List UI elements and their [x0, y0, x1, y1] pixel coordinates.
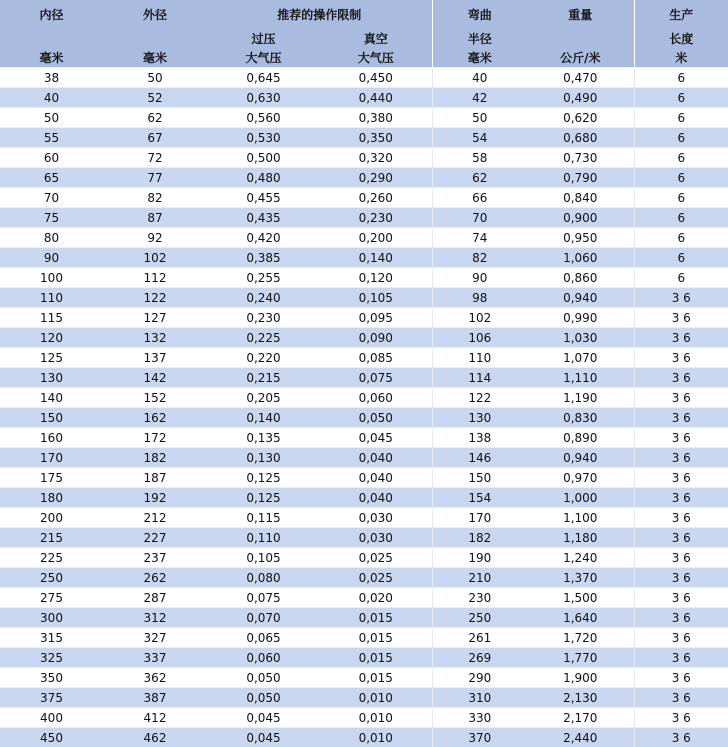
bend-radius-cell: 330	[432, 708, 527, 728]
bend-radius-cell: 66	[432, 188, 527, 208]
bend-radius-cell: 70	[432, 208, 527, 228]
vacuum-cell: 0,020	[320, 588, 432, 608]
bend-radius-cell: 82	[432, 248, 527, 268]
weight-cell: 0,990	[527, 308, 634, 328]
weight-cell: 2,170	[527, 708, 634, 728]
production-length-cell: 3 6	[634, 688, 728, 708]
production-length-cell: 3 6	[634, 368, 728, 388]
overpressure-cell: 0,125	[207, 468, 320, 488]
bend-radius-cell: 110	[432, 348, 527, 368]
table-row	[0, 268, 728, 288]
production-length-cell: 3 6	[634, 708, 728, 728]
outer-diameter-cell: 262	[103, 568, 207, 588]
outer-diameter-cell: 102	[103, 248, 207, 268]
production-length-cell: 3 6	[634, 568, 728, 588]
vacuum-cell: 0,120	[320, 268, 432, 288]
production-length-cell: 3 6	[634, 448, 728, 468]
bend-radius-cell: 40	[432, 68, 527, 88]
vacuum-cell: 0,095	[320, 308, 432, 328]
weight-cell: 0,950	[527, 228, 634, 248]
weight-cell: 0,620	[527, 108, 634, 128]
overpressure-cell: 0,045	[207, 708, 320, 728]
production-length-cell: 6	[634, 248, 728, 268]
weight-cell: 0,840	[527, 188, 634, 208]
vacuum-cell: 0,230	[320, 208, 432, 228]
bend-radius-cell: 58	[432, 148, 527, 168]
inner-diameter-cell: 120	[0, 328, 103, 348]
unit-inner-diameter: 毫米	[0, 48, 103, 68]
production-length-cell: 6	[634, 128, 728, 148]
production-length-cell: 3 6	[634, 388, 728, 408]
vacuum-cell: 0,025	[320, 548, 432, 568]
header-overpressure: 过压	[207, 29, 320, 48]
bend-radius-cell: 102	[432, 308, 527, 328]
overpressure-cell: 0,130	[207, 448, 320, 468]
inner-diameter-cell: 175	[0, 468, 103, 488]
production-length-cell: 3 6	[634, 328, 728, 348]
inner-diameter-cell: 130	[0, 368, 103, 388]
table-row	[0, 388, 728, 408]
production-length-cell: 6	[634, 68, 728, 88]
vacuum-cell: 0,200	[320, 228, 432, 248]
inner-diameter-cell: 275	[0, 588, 103, 608]
table-row	[0, 308, 728, 328]
outer-diameter-cell: 237	[103, 548, 207, 568]
bend-radius-cell: 62	[432, 168, 527, 188]
overpressure-cell: 0,225	[207, 328, 320, 348]
table-row	[0, 608, 728, 628]
vacuum-cell: 0,105	[320, 288, 432, 308]
production-length-cell: 3 6	[634, 588, 728, 608]
inner-diameter-cell: 225	[0, 548, 103, 568]
bend-radius-cell: 98	[432, 288, 527, 308]
inner-diameter-cell: 180	[0, 488, 103, 508]
table-row	[0, 688, 728, 708]
header-blank	[527, 29, 634, 48]
bend-radius-cell: 190	[432, 548, 527, 568]
inner-diameter-cell: 350	[0, 668, 103, 688]
inner-diameter-cell: 110	[0, 288, 103, 308]
vacuum-cell: 0,015	[320, 648, 432, 668]
weight-cell: 1,060	[527, 248, 634, 268]
production-length-cell: 3 6	[634, 508, 728, 528]
production-length-cell: 6	[634, 108, 728, 128]
overpressure-cell: 0,255	[207, 268, 320, 288]
inner-diameter-cell: 450	[0, 728, 103, 747]
production-length-cell: 3 6	[634, 628, 728, 648]
overpressure-cell: 0,560	[207, 108, 320, 128]
overpressure-cell: 0,050	[207, 668, 320, 688]
table-row	[0, 708, 728, 728]
weight-cell: 1,900	[527, 668, 634, 688]
overpressure-cell: 0,060	[207, 648, 320, 668]
weight-cell: 1,240	[527, 548, 634, 568]
overpressure-cell: 0,080	[207, 568, 320, 588]
table-row	[0, 428, 728, 448]
production-length-cell: 3 6	[634, 428, 728, 448]
bend-radius-cell: 269	[432, 648, 527, 668]
weight-cell: 1,370	[527, 568, 634, 588]
inner-diameter-cell: 60	[0, 148, 103, 168]
vacuum-cell: 0,030	[320, 508, 432, 528]
outer-diameter-cell: 327	[103, 628, 207, 648]
unit-bend-radius: 毫米	[432, 48, 527, 68]
outer-diameter-cell: 52	[103, 88, 207, 108]
bend-radius-cell: 50	[432, 108, 527, 128]
table-row	[0, 68, 728, 88]
overpressure-cell: 0,050	[207, 688, 320, 708]
outer-diameter-cell: 337	[103, 648, 207, 668]
overpressure-cell: 0,420	[207, 228, 320, 248]
inner-diameter-cell: 65	[0, 168, 103, 188]
vacuum-cell: 0,090	[320, 328, 432, 348]
bend-radius-cell: 130	[432, 408, 527, 428]
vacuum-cell: 0,290	[320, 168, 432, 188]
production-length-cell: 3 6	[634, 528, 728, 548]
outer-diameter-cell: 137	[103, 348, 207, 368]
outer-diameter-cell: 362	[103, 668, 207, 688]
weight-cell: 1,110	[527, 368, 634, 388]
vacuum-cell: 0,260	[320, 188, 432, 208]
inner-diameter-cell: 170	[0, 448, 103, 468]
vacuum-cell: 0,140	[320, 248, 432, 268]
bend-radius-cell: 42	[432, 88, 527, 108]
table-row	[0, 168, 728, 188]
vacuum-cell: 0,040	[320, 448, 432, 468]
overpressure-cell: 0,630	[207, 88, 320, 108]
table-row	[0, 648, 728, 668]
table-row	[0, 228, 728, 248]
weight-cell: 1,720	[527, 628, 634, 648]
bend-radius-cell: 230	[432, 588, 527, 608]
inner-diameter-cell: 115	[0, 308, 103, 328]
bend-radius-cell: 154	[432, 488, 527, 508]
weight-cell: 1,100	[527, 508, 634, 528]
inner-diameter-cell: 100	[0, 268, 103, 288]
outer-diameter-cell: 387	[103, 688, 207, 708]
header-length: 长度	[634, 29, 728, 48]
table-row	[0, 548, 728, 568]
bend-radius-cell: 146	[432, 448, 527, 468]
outer-diameter-cell: 172	[103, 428, 207, 448]
overpressure-cell: 0,645	[207, 68, 320, 88]
inner-diameter-cell: 90	[0, 248, 103, 268]
overpressure-cell: 0,480	[207, 168, 320, 188]
header-radius: 半径	[432, 29, 527, 48]
inner-diameter-cell: 55	[0, 128, 103, 148]
bend-radius-cell: 122	[432, 388, 527, 408]
outer-diameter-cell: 122	[103, 288, 207, 308]
outer-diameter-cell: 162	[103, 408, 207, 428]
weight-cell: 1,190	[527, 388, 634, 408]
outer-diameter-cell: 192	[103, 488, 207, 508]
vacuum-cell: 0,085	[320, 348, 432, 368]
table-row	[0, 128, 728, 148]
weight-cell: 2,440	[527, 728, 634, 747]
weight-cell: 1,500	[527, 588, 634, 608]
inner-diameter-cell: 315	[0, 628, 103, 648]
vacuum-cell: 0,060	[320, 388, 432, 408]
outer-diameter-cell: 187	[103, 468, 207, 488]
bend-radius-cell: 74	[432, 228, 527, 248]
outer-diameter-cell: 82	[103, 188, 207, 208]
table-row	[0, 348, 728, 368]
outer-diameter-cell: 50	[103, 68, 207, 88]
inner-diameter-cell: 300	[0, 608, 103, 628]
table-row	[0, 408, 728, 428]
table-row	[0, 468, 728, 488]
weight-cell: 0,890	[527, 428, 634, 448]
table-row	[0, 208, 728, 228]
weight-cell: 0,470	[527, 68, 634, 88]
bend-radius-cell: 182	[432, 528, 527, 548]
weight-cell: 0,790	[527, 168, 634, 188]
vacuum-cell: 0,440	[320, 88, 432, 108]
outer-diameter-cell: 72	[103, 148, 207, 168]
unit-length: 米	[634, 48, 728, 68]
weight-cell: 0,830	[527, 408, 634, 428]
overpressure-cell: 0,135	[207, 428, 320, 448]
table-row	[0, 88, 728, 108]
header-blank	[0, 29, 103, 48]
outer-diameter-cell: 462	[103, 728, 207, 747]
outer-diameter-cell: 67	[103, 128, 207, 148]
weight-cell: 1,180	[527, 528, 634, 548]
inner-diameter-cell: 400	[0, 708, 103, 728]
production-length-cell: 3 6	[634, 348, 728, 368]
inner-diameter-cell: 50	[0, 108, 103, 128]
outer-diameter-cell: 142	[103, 368, 207, 388]
header-vacuum: 真空	[320, 29, 432, 48]
inner-diameter-cell: 375	[0, 688, 103, 708]
overpressure-cell: 0,105	[207, 548, 320, 568]
overpressure-cell: 0,075	[207, 588, 320, 608]
weight-cell: 2,130	[527, 688, 634, 708]
vacuum-cell: 0,015	[320, 668, 432, 688]
outer-diameter-cell: 62	[103, 108, 207, 128]
overpressure-cell: 0,455	[207, 188, 320, 208]
outer-diameter-cell: 212	[103, 508, 207, 528]
outer-diameter-cell: 127	[103, 308, 207, 328]
bend-radius-cell: 210	[432, 568, 527, 588]
weight-cell: 0,860	[527, 268, 634, 288]
bend-radius-cell: 54	[432, 128, 527, 148]
bend-radius-cell: 170	[432, 508, 527, 528]
table-row	[0, 508, 728, 528]
header-bend: 弯曲	[432, 0, 527, 29]
table-body	[0, 68, 728, 747]
weight-cell: 0,730	[527, 148, 634, 168]
inner-diameter-cell: 325	[0, 648, 103, 668]
header-recommended-limits: 推荐的操作限制	[207, 0, 432, 29]
overpressure-cell: 0,140	[207, 408, 320, 428]
vacuum-cell: 0,015	[320, 628, 432, 648]
bend-radius-cell: 150	[432, 468, 527, 488]
production-length-cell: 6	[634, 168, 728, 188]
table-row	[0, 668, 728, 688]
inner-diameter-cell: 215	[0, 528, 103, 548]
weight-cell: 0,680	[527, 128, 634, 148]
weight-cell: 0,940	[527, 448, 634, 468]
table-row	[0, 288, 728, 308]
vacuum-cell: 0,010	[320, 728, 432, 747]
table-row	[0, 328, 728, 348]
header-inner-diameter: 内径	[0, 0, 103, 29]
outer-diameter-cell: 77	[103, 168, 207, 188]
production-length-cell: 6	[634, 88, 728, 108]
overpressure-cell: 0,500	[207, 148, 320, 168]
header-outer-diameter: 外径	[103, 0, 207, 29]
inner-diameter-cell: 140	[0, 388, 103, 408]
outer-diameter-cell: 152	[103, 388, 207, 408]
production-length-cell: 6	[634, 188, 728, 208]
vacuum-cell: 0,040	[320, 488, 432, 508]
weight-cell: 1,770	[527, 648, 634, 668]
overpressure-cell: 0,435	[207, 208, 320, 228]
bend-radius-cell: 114	[432, 368, 527, 388]
bend-radius-cell: 106	[432, 328, 527, 348]
bend-radius-cell: 261	[432, 628, 527, 648]
production-length-cell: 3 6	[634, 468, 728, 488]
overpressure-cell: 0,215	[207, 368, 320, 388]
weight-cell: 0,940	[527, 288, 634, 308]
production-length-cell: 3 6	[634, 648, 728, 668]
unit-weight: 公斤/米	[527, 48, 634, 68]
table-row	[0, 588, 728, 608]
inner-diameter-cell: 70	[0, 188, 103, 208]
vacuum-cell: 0,010	[320, 708, 432, 728]
unit-outer-diameter: 毫米	[103, 48, 207, 68]
vacuum-cell: 0,380	[320, 108, 432, 128]
overpressure-cell: 0,220	[207, 348, 320, 368]
overpressure-cell: 0,110	[207, 528, 320, 548]
production-length-cell: 6	[634, 208, 728, 228]
overpressure-cell: 0,070	[207, 608, 320, 628]
overpressure-cell: 0,240	[207, 288, 320, 308]
header-blank	[103, 29, 207, 48]
outer-diameter-cell: 227	[103, 528, 207, 548]
header-weight: 重量	[527, 0, 634, 29]
table-row	[0, 248, 728, 268]
outer-diameter-cell: 412	[103, 708, 207, 728]
inner-diameter-cell: 200	[0, 508, 103, 528]
vacuum-cell: 0,450	[320, 68, 432, 88]
production-length-cell: 6	[634, 228, 728, 248]
outer-diameter-cell: 112	[103, 268, 207, 288]
table-row	[0, 728, 728, 747]
bend-radius-cell: 310	[432, 688, 527, 708]
overpressure-cell: 0,385	[207, 248, 320, 268]
vacuum-cell: 0,075	[320, 368, 432, 388]
outer-diameter-cell: 182	[103, 448, 207, 468]
vacuum-cell: 0,320	[320, 148, 432, 168]
overpressure-cell: 0,530	[207, 128, 320, 148]
vacuum-cell: 0,030	[320, 528, 432, 548]
overpressure-cell: 0,230	[207, 308, 320, 328]
overpressure-cell: 0,205	[207, 388, 320, 408]
outer-diameter-cell: 287	[103, 588, 207, 608]
vacuum-cell: 0,025	[320, 568, 432, 588]
unit-vacuum: 大气压	[320, 48, 432, 68]
inner-diameter-cell: 125	[0, 348, 103, 368]
production-length-cell: 3 6	[634, 728, 728, 747]
vacuum-cell: 0,045	[320, 428, 432, 448]
weight-cell: 0,490	[527, 88, 634, 108]
table-row	[0, 568, 728, 588]
table-row	[0, 368, 728, 388]
production-length-cell: 6	[634, 148, 728, 168]
bend-radius-cell: 370	[432, 728, 527, 747]
table-row	[0, 528, 728, 548]
inner-diameter-cell: 38	[0, 68, 103, 88]
table-row	[0, 628, 728, 648]
production-length-cell: 3 6	[634, 288, 728, 308]
inner-diameter-cell: 80	[0, 228, 103, 248]
production-length-cell: 3 6	[634, 668, 728, 688]
table-row	[0, 188, 728, 208]
vacuum-cell: 0,015	[320, 608, 432, 628]
production-length-cell: 3 6	[634, 488, 728, 508]
inner-diameter-cell: 150	[0, 408, 103, 428]
outer-diameter-cell: 87	[103, 208, 207, 228]
table-row	[0, 148, 728, 168]
overpressure-cell: 0,125	[207, 488, 320, 508]
unit-overpressure: 大气压	[207, 48, 320, 68]
weight-cell: 1,640	[527, 608, 634, 628]
inner-diameter-cell: 40	[0, 88, 103, 108]
table-row	[0, 448, 728, 468]
vacuum-cell: 0,040	[320, 468, 432, 488]
overpressure-cell: 0,115	[207, 508, 320, 528]
vacuum-cell: 0,350	[320, 128, 432, 148]
bend-radius-cell: 138	[432, 428, 527, 448]
outer-diameter-cell: 312	[103, 608, 207, 628]
table-header	[0, 0, 728, 68]
inner-diameter-cell: 250	[0, 568, 103, 588]
table-row	[0, 108, 728, 128]
outer-diameter-cell: 132	[103, 328, 207, 348]
bend-radius-cell: 90	[432, 268, 527, 288]
bend-radius-cell: 290	[432, 668, 527, 688]
vacuum-cell: 0,010	[320, 688, 432, 708]
bend-radius-cell: 250	[432, 608, 527, 628]
outer-diameter-cell: 92	[103, 228, 207, 248]
production-length-cell: 3 6	[634, 308, 728, 328]
production-length-cell: 6	[634, 268, 728, 288]
weight-cell: 1,070	[527, 348, 634, 368]
production-length-cell: 3 6	[634, 548, 728, 568]
header-production: 生产	[634, 0, 728, 29]
production-length-cell: 3 6	[634, 608, 728, 628]
vacuum-cell: 0,050	[320, 408, 432, 428]
production-length-cell: 3 6	[634, 408, 728, 428]
table-row	[0, 488, 728, 508]
weight-cell: 1,030	[527, 328, 634, 348]
weight-cell: 0,900	[527, 208, 634, 228]
inner-diameter-cell: 160	[0, 428, 103, 448]
inner-diameter-cell: 75	[0, 208, 103, 228]
overpressure-cell: 0,065	[207, 628, 320, 648]
weight-cell: 0,970	[527, 468, 634, 488]
weight-cell: 1,000	[527, 488, 634, 508]
overpressure-cell: 0,045	[207, 728, 320, 747]
